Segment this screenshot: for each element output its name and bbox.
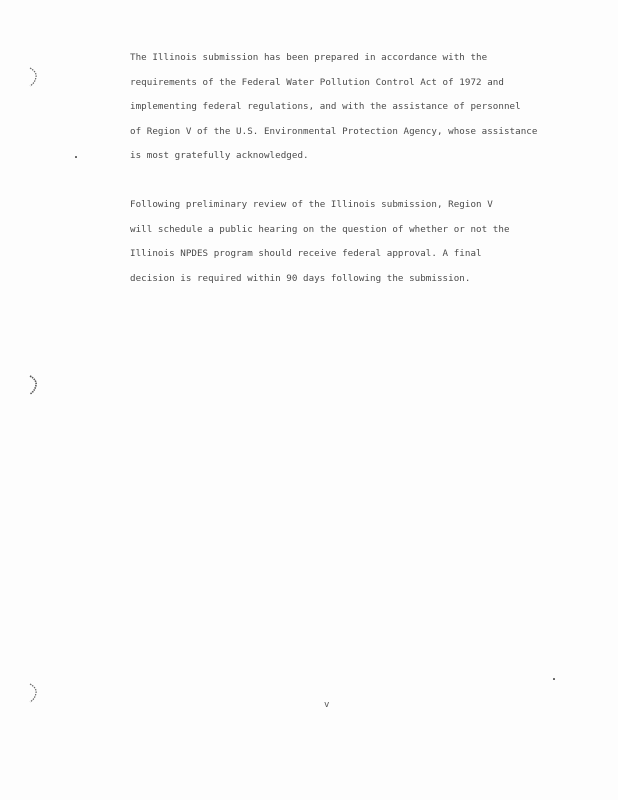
paragraph-acknowledgment — [130, 46, 580, 169]
page-number: v — [324, 700, 330, 710]
punch-hole-mark-bottom — [28, 682, 38, 704]
punch-hole-mark-middle — [28, 374, 38, 396]
scan-speck — [553, 678, 555, 680]
text-line: is most gratefully acknowledged. — [130, 150, 309, 161]
text-line: requirements of the Federal Water Pollution Control Act of 1972 and — [130, 76, 504, 88]
text-line: The Illinois submission has been prepared in accordance with the — [130, 52, 488, 63]
scan-speck — [75, 156, 77, 158]
punch-hole-mark-top — [28, 66, 38, 88]
text-line: of Region V of the U.S. Environmental Protection Agency, whose assistance — [130, 125, 538, 137]
text-line: Following preliminary review of the Illinois submission, Region V — [130, 199, 493, 210]
text-line: will schedule a public hearing on the question of whether or not the — [130, 223, 510, 235]
text-line: Illinois NPDES program should receive federal approval. A final — [130, 248, 482, 259]
text-line: decision is required within 90 days following the submission. — [130, 272, 471, 284]
text-line: implementing federal regulations, and with the assistance of personnel — [130, 101, 521, 112]
paragraph-review-process — [130, 193, 580, 291]
